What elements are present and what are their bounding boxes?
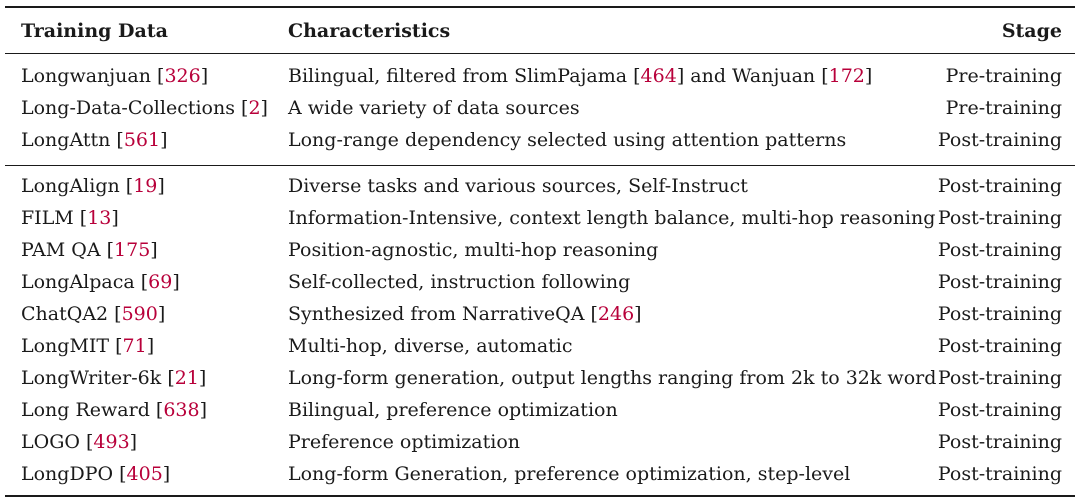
bracket-close: ] — [172, 271, 180, 293]
table-row — [0, 330, 1080, 362]
table-row — [0, 394, 1080, 426]
dataset-name: LongAlign [ — [21, 175, 134, 197]
citation-link[interactable]: 246 — [597, 303, 635, 325]
dataset-name: LongAlpaca [ — [21, 271, 149, 293]
dataset-name: Long-Data-Collections [ — [21, 97, 249, 119]
dataset-name: LongWriter-6k [ — [21, 367, 175, 389]
training-data-cell — [21, 298, 165, 330]
training-data-cell — [21, 124, 168, 156]
citation-link[interactable]: 561 — [123, 129, 161, 151]
dataset-name: LongAttn [ — [21, 129, 124, 151]
citation-link[interactable]: 21 — [174, 367, 199, 389]
training-data-cell — [21, 92, 268, 124]
dataset-name: FILM [ — [21, 207, 88, 229]
bracket-close: ] — [111, 207, 119, 229]
table-row — [0, 170, 1080, 202]
training-data-cell — [21, 362, 206, 394]
bracket-close: ] — [162, 463, 171, 485]
characteristics-cell: Position-agnostic, multi-hop reasoning — [288, 239, 659, 261]
training-data-cell — [21, 426, 137, 458]
table-row — [0, 362, 1080, 394]
citation-link[interactable]: 2 — [248, 97, 261, 119]
bracket-close: ] — [157, 175, 165, 197]
stage-cell: Post-training — [937, 463, 1062, 485]
dataset-name: LOGO [ — [21, 431, 94, 453]
citation-link[interactable]: 13 — [87, 207, 112, 229]
header-characteristics: Characteristics — [288, 20, 451, 42]
header-stage: Stage — [1001, 20, 1062, 42]
characteristics-cell — [288, 298, 642, 330]
citation-link[interactable]: 69 — [148, 271, 173, 293]
bracket-close: ] — [198, 367, 207, 389]
stage-cell: Post-training — [937, 399, 1062, 421]
table-row — [0, 266, 1080, 298]
table-top-rule — [5, 6, 1075, 8]
characteristics-cell: Long-form Generation, preference optimization, step-level — [288, 463, 851, 485]
bracket-close: ] — [146, 335, 155, 357]
characteristics-cell: Information-Intensive, context length balance, multi-hop reasoning — [288, 207, 936, 229]
citation-link[interactable]: 493 — [93, 431, 130, 453]
training-data-cell — [21, 458, 170, 490]
stage-cell: Post-training — [937, 239, 1062, 261]
characteristics-cell: Bilingual, preference optimization — [288, 399, 618, 421]
citation-link[interactable]: 19 — [133, 175, 158, 197]
table-row — [0, 60, 1080, 92]
dataset-name: Long Reward [ — [21, 399, 164, 421]
characteristics-text: ] — [634, 303, 642, 325]
training-data-cell — [21, 330, 154, 362]
table-header-row — [0, 15, 1080, 47]
training-data-cell — [21, 234, 158, 266]
dataset-name: LongMIT [ — [21, 335, 123, 357]
training-data-cell — [21, 60, 208, 92]
citation-link[interactable]: 590 — [121, 303, 158, 325]
stage-cell: Post-training — [937, 335, 1062, 357]
training-data-cell — [21, 266, 180, 298]
stage-cell: Post-training — [937, 175, 1062, 197]
bracket-close: ] — [150, 239, 158, 261]
table-row — [0, 298, 1080, 330]
bracket-close: ] — [129, 431, 138, 453]
header-training-data: Training Data — [21, 20, 168, 42]
table-bottom-rule — [5, 495, 1075, 497]
characteristics-cell: A wide variety of data sources — [288, 97, 580, 119]
table-row — [0, 202, 1080, 234]
characteristics-text: Synthesized from NarrativeQA [ — [288, 303, 598, 325]
citation-link[interactable]: 326 — [164, 65, 201, 87]
citation-link[interactable]: 405 — [126, 463, 163, 485]
stage-cell: Post-training — [937, 207, 1062, 229]
dataset-name: ChatQA2 [ — [21, 303, 122, 325]
table-row — [0, 426, 1080, 458]
characteristics-text: ] and Wanjuan [ — [676, 65, 829, 87]
bracket-close: ] — [160, 129, 168, 151]
characteristics-cell: Self-collected, instruction following — [288, 271, 631, 293]
bracket-close: ] — [200, 65, 209, 87]
table-row — [0, 458, 1080, 490]
table-group-rule — [5, 165, 1075, 166]
stage-cell: Post-training — [937, 303, 1062, 325]
training-data-cell — [21, 394, 207, 426]
citation-link[interactable]: 172 — [828, 65, 865, 87]
training-data-cell — [21, 202, 119, 234]
training-data-cell — [21, 170, 165, 202]
stage-cell: Pre-training — [945, 65, 1062, 87]
characteristics-text: ] — [864, 65, 873, 87]
characteristics-cell: Multi-hop, diverse, automatic — [288, 335, 573, 357]
stage-cell: Post-training — [937, 271, 1062, 293]
dataset-name: LongDPO [ — [21, 463, 127, 485]
dataset-name: Longwanjuan [ — [21, 65, 165, 87]
characteristics-cell — [288, 60, 872, 92]
bracket-close: ] — [260, 97, 268, 119]
citation-link[interactable]: 71 — [122, 335, 147, 357]
table-row — [0, 124, 1080, 156]
stage-cell: Post-training — [937, 431, 1062, 453]
citation-link[interactable]: 175 — [114, 239, 151, 261]
characteristics-cell: Preference optimization — [288, 431, 521, 453]
bracket-close: ] — [157, 303, 166, 325]
dataset-name: PAM QA [ — [21, 239, 115, 261]
characteristics-text: Bilingual, filtered from SlimPajama [ — [288, 65, 641, 87]
characteristics-cell: Long-form generation, output lengths ranging from 2k to 32k word — [288, 367, 937, 389]
characteristics-cell: Diverse tasks and various sources, Self-Instruct — [288, 175, 748, 197]
table-row — [0, 92, 1080, 124]
citation-link[interactable]: 638 — [163, 399, 200, 421]
table-header-rule — [5, 53, 1075, 54]
citation-link[interactable]: 464 — [640, 65, 677, 87]
bracket-close: ] — [199, 399, 208, 421]
stage-cell: Pre-training — [945, 97, 1062, 119]
stage-cell: Post-training — [937, 129, 1062, 151]
table-row — [0, 234, 1080, 266]
stage-cell: Post-training — [937, 367, 1062, 389]
characteristics-cell: Long-range dependency selected using attention patterns — [288, 129, 847, 151]
